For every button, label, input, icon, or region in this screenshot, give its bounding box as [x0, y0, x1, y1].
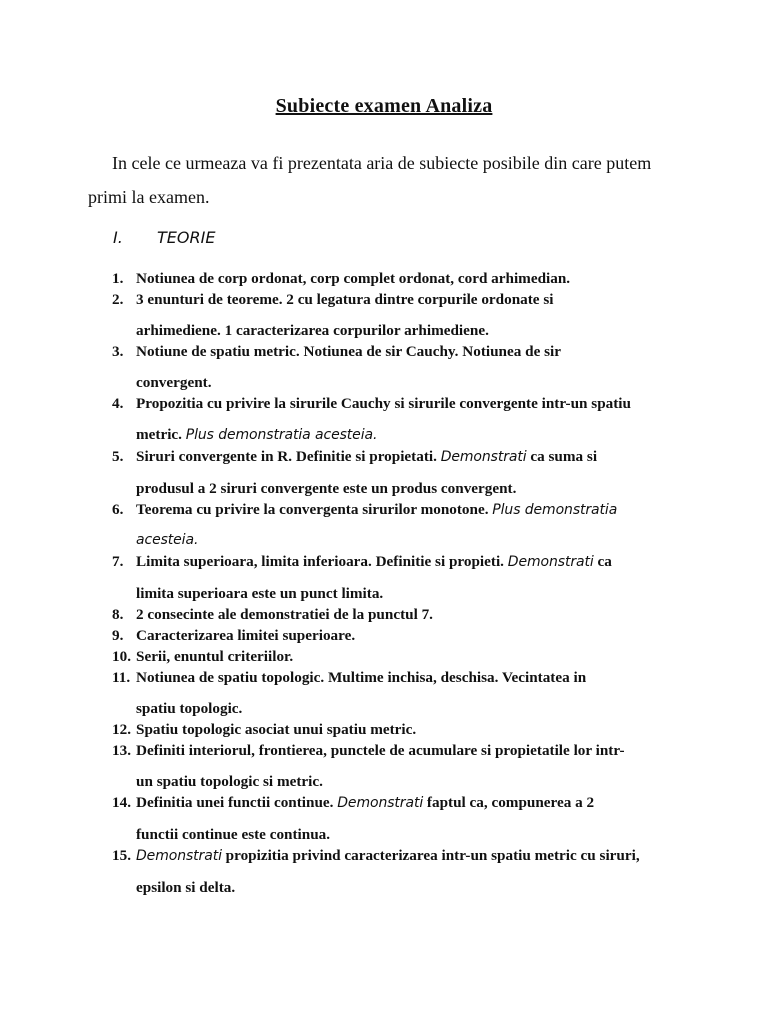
item-italic-text: Demonstrati — [507, 554, 594, 570]
item-text-continued: limita superioara este un punct limita. — [136, 585, 384, 602]
list-item — [112, 740, 682, 792]
item-number: 5. — [112, 448, 124, 465]
item-text: Caracterizarea limitei superioare. — [136, 627, 356, 644]
item-italic-text: Plus demonstratia — [492, 502, 618, 518]
list-item — [112, 625, 682, 646]
section-number: I. — [113, 228, 123, 247]
document-title: Subiecte examen Analiza — [275, 95, 493, 117]
list-item — [112, 792, 682, 845]
item-italic-text: Plus demonstratia acesteia. — [185, 427, 378, 443]
item-number: 9. — [112, 627, 124, 644]
intro-paragraph — [88, 146, 688, 214]
item-text: Serii, enuntul criteriilor. — [136, 648, 294, 665]
item-number: 14. — [112, 794, 131, 811]
item-text: 2 consecinte ale demonstratiei de la punctul 7. — [136, 606, 433, 623]
item-text: Definiti interiorul, frontierea, punctele de acumulare si propietatile lor intr- — [136, 742, 625, 759]
item-text: Notiunea de corp ordonat, corp complet ordonat, cord arhimedian. — [136, 270, 571, 287]
list-item — [112, 499, 682, 551]
list-item — [112, 845, 682, 898]
item-number: 12. — [112, 721, 131, 738]
item-number: 13. — [112, 742, 131, 759]
item-text: Spatiu topologic asociat unui spatiu metric. — [136, 721, 417, 738]
item-number: 3. — [112, 343, 124, 360]
list-item — [112, 446, 682, 499]
list-item — [112, 268, 682, 289]
subject-list — [112, 268, 682, 898]
item-text-continued: convergent. — [136, 374, 212, 391]
section-heading — [113, 228, 215, 247]
item-text-continued: functii continue este continua. — [136, 826, 331, 843]
item-text-continued: un spatiu topologic si metric. — [136, 773, 323, 790]
item-text-continued — [136, 529, 682, 551]
item-text-part: faptul ca, compunerea a 2 — [423, 794, 595, 811]
item-text-part: Limita superioara, limita inferioara. Definitie si propieti. — [136, 553, 508, 570]
item-italic-text: Demonstrati — [136, 848, 222, 864]
item-text-part: ca — [593, 553, 612, 570]
item-text-continued — [136, 424, 682, 446]
item-number: 15. — [112, 847, 131, 864]
item-text-part: Definitia unei functii continue. — [136, 794, 338, 811]
list-item — [112, 719, 682, 740]
intro-line-2: putem primi la examen. — [88, 153, 652, 207]
item-italic-text: Demonstrati — [337, 795, 424, 811]
item-text-part: Teorema cu privire la convergenta sirurilor monotone. — [136, 501, 493, 518]
item-text-part: metric. — [136, 426, 186, 443]
list-item — [112, 604, 682, 625]
list-item — [112, 341, 682, 393]
item-text: 3 enunturi de teoreme. 2 cu legatura dintre corpurile ordonate si — [136, 291, 554, 308]
item-text-part: ca suma si — [526, 448, 598, 465]
item-text-continued: arhimediene. 1 caracterizarea corpurilor arhimediene. — [136, 322, 489, 339]
item-number: 11. — [112, 669, 131, 686]
item-text: Notiunea de spatiu topologic. Multime inchisa, deschisa. Vecintatea in — [136, 669, 587, 686]
item-number: 10. — [112, 648, 131, 665]
list-item — [112, 289, 682, 341]
list-item — [112, 646, 682, 667]
item-text-continued: epsilon si delta. — [136, 879, 236, 896]
list-item — [112, 667, 682, 719]
list-item — [112, 393, 682, 446]
item-text-continued: spatiu topologic. — [136, 700, 243, 717]
item-number: 2. — [112, 291, 124, 308]
intro-line-1: In cele ce urmeaza va fi prezentata aria de subiecte posibile din care — [112, 153, 602, 173]
item-text: Propozitia cu privire la sirurile Cauchy si sirurile convergente intr-un spatiu — [136, 395, 631, 412]
item-text-part: propizitia privind caracterizarea intr-un spatiu metric cu siruri, — [221, 847, 640, 864]
section-label: TEORIE — [157, 228, 216, 247]
item-italic-text: acesteia. — [136, 532, 199, 548]
item-text: Notiune de spatiu metric. Notiunea de sir Cauchy. Notiunea de sir — [136, 343, 561, 360]
item-number: 7. — [112, 553, 124, 570]
item-number: 6. — [112, 501, 124, 518]
item-number: 4. — [112, 395, 124, 412]
item-number: 1. — [112, 270, 124, 287]
item-text-part: Siruri convergente in R. Definitie si propietati. — [136, 448, 441, 465]
item-text-continued: produsul a 2 siruri convergente este un produs convergent. — [136, 480, 517, 497]
item-italic-text: Demonstrati — [440, 449, 527, 465]
item-number: 8. — [112, 606, 124, 623]
list-item — [112, 551, 682, 604]
